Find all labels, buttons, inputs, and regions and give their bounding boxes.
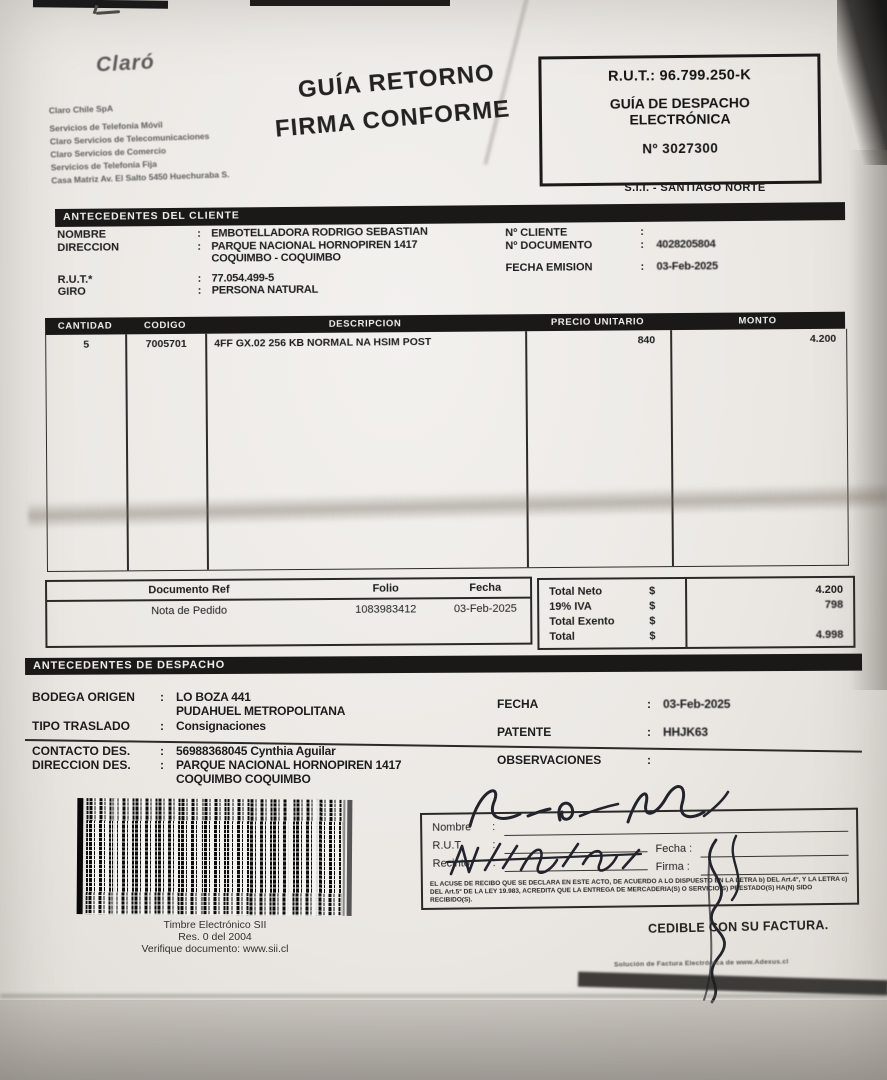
scan-mark (96, 10, 120, 15)
iva-value: 798 (824, 598, 844, 611)
scan-artifact-top-bar (33, 0, 168, 9)
total-value: 4.998 (815, 628, 844, 642)
separator: : (647, 725, 651, 739)
field-label: GIRO (57, 285, 86, 298)
client-fields-left (57, 225, 488, 298)
spacer (160, 772, 176, 786)
field-label: NOMBRE (57, 228, 107, 241)
legal-fine-print: EL ACUSE DE RECIBO QUE SE DECLARA EN ESTE ACTO, DE ACUERDO A LO DISPUESTO EN LA LETRA b) DEL Art.4°, Y LA LETRA c) DEL Art.5° DE LA LEY 19.983, ACREDITA QUE LA ENTREGA DE MERCADERIA(S) O SERVICIO(S) PRESTADO(S) HA(N) SIDO RECIBIDO(S). (429, 875, 848, 905)
column-divider (125, 334, 128, 570)
spacer (197, 253, 211, 266)
timbre-line: Res. 0 del 2004 (178, 931, 252, 943)
separator: : (197, 227, 201, 240)
column-header: DESCRIPCION (328, 318, 402, 330)
field-label: R.U.T (432, 839, 462, 852)
return-guide-stamp (266, 57, 531, 144)
spacer (57, 253, 197, 267)
origin-warehouse-line1: LO BOZA 441 (176, 690, 251, 704)
items-table (45, 312, 845, 351)
items-table-body (45, 329, 849, 572)
field-label: Nº DOCUMENTO (505, 238, 593, 252)
reference-folio: 1083983412 (355, 603, 417, 616)
separator: : (492, 839, 496, 852)
total-row (539, 598, 853, 615)
field-label: R.U.T.* (57, 273, 93, 286)
client-giro: PERSONA NATURAL (211, 283, 319, 297)
field-label: DIRECCION DES. (32, 758, 131, 772)
column-header: Folio (372, 582, 399, 595)
total-exento-value (689, 613, 853, 629)
field-label: TIPO TRASLADO (32, 719, 130, 733)
separator: : (647, 697, 651, 711)
scan-artifact-top-bar (250, 0, 450, 6)
spacer (32, 704, 160, 718)
currency-sign: $ (649, 585, 656, 598)
stamp-line: FIRMA CONFORME (273, 95, 512, 143)
totals-box (537, 576, 855, 650)
field-label: CONTACTO DES. (32, 744, 131, 758)
field-label: Firma : (655, 860, 690, 874)
field-label: FECHA EMISION (505, 261, 593, 275)
barcode-guard-bar (347, 800, 353, 916)
column-header: Fecha (469, 581, 502, 595)
column-header: PRECIO UNITARIO (550, 316, 645, 329)
origin-warehouse-line2: PUDAHUEL METROPOLITANA (176, 704, 346, 718)
column-header: CANTIDAD (57, 320, 113, 332)
separator: : (160, 719, 164, 733)
dispatch-fields-left (32, 690, 482, 786)
timbre-line: Verifique documento: www.sii.cl (141, 943, 289, 955)
dispatch-section-title: ANTECEDENTES DE DESPACHO (25, 654, 862, 675)
company-line: Claro Servicios de Telecomunicaciones (49, 130, 210, 147)
claro-logo: Claró (95, 50, 156, 77)
spacer (160, 704, 176, 718)
client-name: EMBOTELLADORA RODRIGO SEBASTIAN (211, 225, 428, 240)
client-address-line1: PARQUE NACIONAL HORNOPIREN 1417 (211, 238, 418, 253)
column-divider (670, 330, 673, 566)
dispatch-date: 03-Feb-2025 (663, 697, 731, 711)
timbre-line: Timbre Electrónico SII (163, 919, 267, 931)
currency-sign: $ (649, 615, 656, 628)
separator: : (197, 284, 202, 297)
separator: : (492, 821, 496, 834)
destination-contact: 56988368045 Cynthia Aguilar (176, 744, 336, 758)
total-label: Total Exento (549, 615, 615, 628)
separator: : (160, 744, 164, 758)
document-ref-number: 4028205804 (656, 237, 716, 251)
separator: : (640, 238, 645, 251)
rut-folio-box (538, 54, 821, 187)
company-line: Servicios de Telefonía Fija (50, 158, 158, 173)
field-label: Recinto (432, 857, 470, 870)
field-label: PATENTE (497, 725, 552, 739)
item-unit-price: 840 (637, 334, 656, 347)
separator: : (647, 753, 651, 767)
issuer-rut: R.U.T.: 96.799.250-K (607, 67, 752, 85)
separator: : (197, 240, 202, 253)
cedible-note: CEDIBLE CON SU FACTURA. (647, 918, 829, 936)
column-header: CODIGO (143, 319, 187, 332)
total-label: 19% IVA (549, 600, 592, 613)
pdf417-barcode (86, 798, 343, 916)
dispatch-fields-right (497, 697, 867, 767)
company-line: Casa Matriz Av. El Salto 5450 Huechuraba S. (51, 169, 230, 186)
separator: : (492, 857, 496, 870)
footer-fine-print: Solución de Factura Electrónica de www.Adexus.cl (613, 958, 789, 969)
separator: : (640, 260, 645, 273)
separator: : (197, 272, 202, 285)
company-line: Claro Servicios de Comercio (50, 145, 167, 160)
total-label: Total Neto (549, 585, 603, 598)
field-label: Fecha : (655, 842, 693, 856)
column-divider (205, 334, 208, 570)
field-label: Nombre (432, 821, 472, 834)
column-divider (525, 331, 528, 567)
emission-date: 03-Feb-2025 (656, 260, 718, 273)
reference-doc-type: Nota de Pedido (151, 604, 228, 618)
total-neto-value: 4.200 (815, 583, 844, 597)
separator: : (160, 690, 164, 704)
column-header: MONTO (738, 315, 777, 327)
item-amount: 4.200 (809, 332, 837, 345)
field-label: OBSERVACIONES (497, 753, 602, 767)
scan-artifact-bottom-band (0, 1000, 887, 1080)
client-rut: 77.054.499-5 (211, 271, 275, 285)
destination-address-line1: PARQUE NACIONAL HORNOPIREN 1417 (176, 758, 402, 772)
reference-table (45, 577, 532, 648)
client-address-line2: COQUIMBO - COQUIMBO (211, 251, 341, 265)
field-label: BODEGA ORIGEN (32, 690, 135, 704)
company-line: Claro Chile SpA (48, 103, 114, 116)
document-number: Nº 3027300 (642, 140, 719, 157)
company-line: Servicios de Telefonía Móvil (49, 119, 163, 134)
total-row (539, 628, 853, 645)
column-header: Documento Ref (148, 583, 230, 597)
total-label: Total (549, 630, 575, 643)
destination-address-line2: COQUIMBO COQUIMBO (176, 772, 311, 786)
sii-office: S.I.I. - SANTIAGO NORTE (624, 182, 766, 194)
separator: : (640, 225, 644, 238)
client-section (55, 202, 845, 298)
spacer (32, 772, 160, 786)
vehicle-plate: HHJK63 (663, 725, 708, 739)
field-label: Nº CLIENTE (505, 226, 568, 240)
handwritten-name-signature (452, 776, 732, 838)
scan-artifact-bottom-crease (0, 994, 887, 998)
timbre-caption (95, 919, 335, 955)
item-code: 7005701 (145, 337, 187, 351)
currency-sign: $ (649, 630, 656, 643)
separator: : (160, 758, 164, 772)
document-type: GUÍA DE DESPACHO (609, 94, 750, 112)
item-description: 4FF GX.02 256 KB NORMAL NA HSIM POST (214, 335, 432, 350)
item-quantity: 5 (83, 338, 90, 351)
reference-row (47, 599, 530, 618)
handwritten-rut (445, 838, 645, 886)
client-fields-right (505, 224, 845, 274)
barcode-guard-bar (77, 798, 84, 914)
document-type: ELECTRÓNICA (629, 110, 731, 128)
transfer-type: Consignaciones (176, 719, 266, 733)
reference-date: 03-Feb-2025 (453, 602, 517, 616)
scan-artifact-corner-shadow (837, 0, 887, 165)
client-section-title: ANTECEDENTES DEL CLIENTE (55, 202, 845, 227)
barcode-guard-bar (343, 800, 346, 916)
currency-sign: $ (649, 600, 656, 613)
stamp-line: GUÍA RETORNO (296, 59, 496, 104)
field-label: DIRECCION (57, 240, 120, 254)
field-label: FECHA (497, 697, 539, 711)
